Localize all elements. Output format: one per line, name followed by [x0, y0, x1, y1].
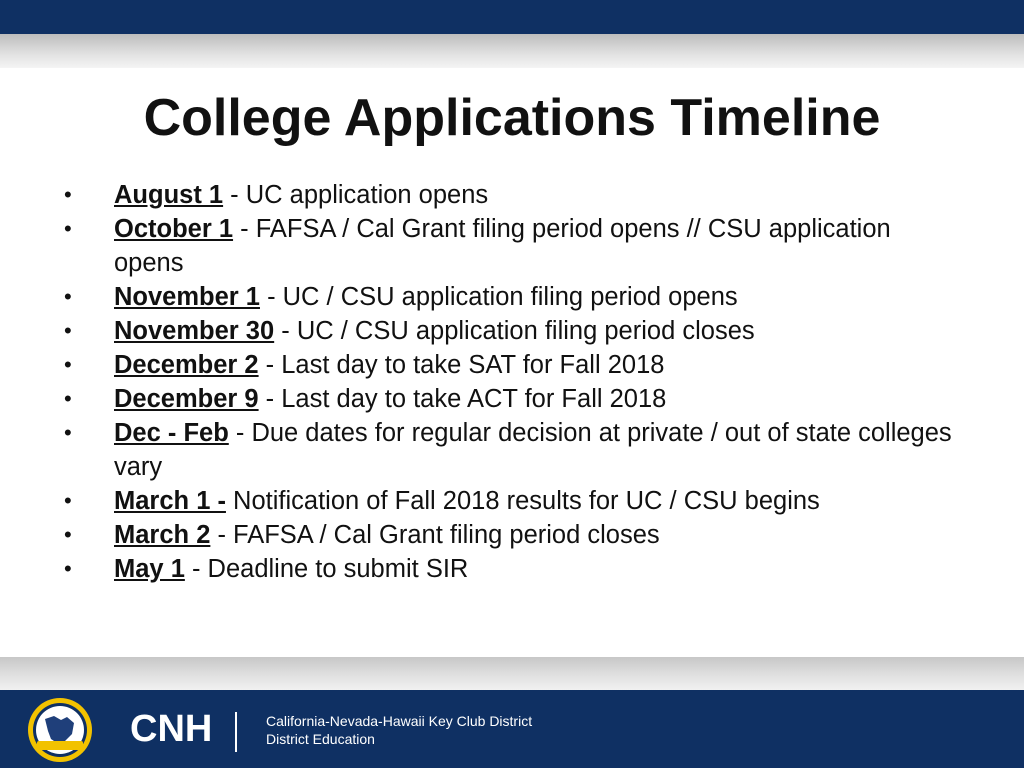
- footer-separator: [235, 712, 237, 752]
- list-item: [0, 212, 954, 280]
- bullet-icon: •: [64, 182, 72, 207]
- brand-text: CNH: [130, 708, 213, 750]
- list-item: [0, 382, 954, 416]
- key-club-logo-icon: [27, 697, 93, 763]
- list-item: [0, 178, 954, 212]
- list-item: [0, 552, 954, 586]
- bullet-icon: •: [64, 386, 72, 411]
- bullet-icon: •: [64, 556, 72, 581]
- top-gray-band: [0, 34, 1024, 68]
- list-item: [0, 416, 954, 484]
- item-text: - Last day to take SAT for Fall 2018: [258, 351, 665, 379]
- item-text: - Last day to take ACT for Fall 2018: [258, 385, 667, 413]
- list-item: [0, 314, 954, 348]
- item-text: - UC / CSU application filing period closes: [274, 317, 755, 345]
- bullet-icon: •: [64, 522, 72, 547]
- bullet-icon: •: [64, 284, 72, 309]
- item-date: November 30: [114, 317, 275, 345]
- bottom-gray-band: [0, 657, 1024, 690]
- org-subtitle: District Education: [266, 731, 375, 747]
- item-text: - Due dates for regular decision at private / out of state colleges vary: [114, 419, 952, 481]
- item-date: November 1: [114, 283, 260, 311]
- item-text: - Deadline to submit SIR: [184, 555, 469, 583]
- item-date: Dec - Feb: [114, 419, 229, 447]
- bullet-icon: •: [64, 352, 72, 377]
- list-item: [0, 348, 954, 382]
- list-item: [0, 518, 954, 552]
- timeline-list: [0, 178, 1024, 586]
- item-date: December 9: [114, 385, 259, 413]
- item-date: May 1: [114, 555, 185, 583]
- list-item: [0, 280, 954, 314]
- item-date: August 1: [114, 181, 224, 209]
- top-navy-bar: [0, 0, 1024, 34]
- org-name: California-Nevada-Hawaii Key Club District: [266, 713, 533, 729]
- logo-banner: [37, 741, 83, 750]
- bullet-icon: •: [64, 318, 72, 343]
- item-text: - FAFSA / Cal Grant filing period opens // CSU application opens: [114, 215, 891, 277]
- item-text: - FAFSA / Cal Grant filing period closes: [210, 521, 660, 549]
- item-date: March 2: [114, 521, 211, 549]
- slide-title: College Applications Timeline: [143, 89, 881, 147]
- item-date: October 1: [114, 215, 234, 243]
- bullet-icon: •: [64, 216, 72, 241]
- item-text: - UC / CSU application filing period opens: [259, 283, 738, 311]
- bullet-icon: •: [64, 488, 72, 513]
- bullet-icon: •: [64, 420, 72, 445]
- item-text: - UC application opens: [223, 181, 489, 209]
- item-date: March 1 -: [114, 487, 226, 515]
- list-item: [0, 484, 954, 518]
- item-text: Notification of Fall 2018 results for UC / CSU begins: [225, 487, 820, 515]
- item-date: December 2: [114, 351, 259, 379]
